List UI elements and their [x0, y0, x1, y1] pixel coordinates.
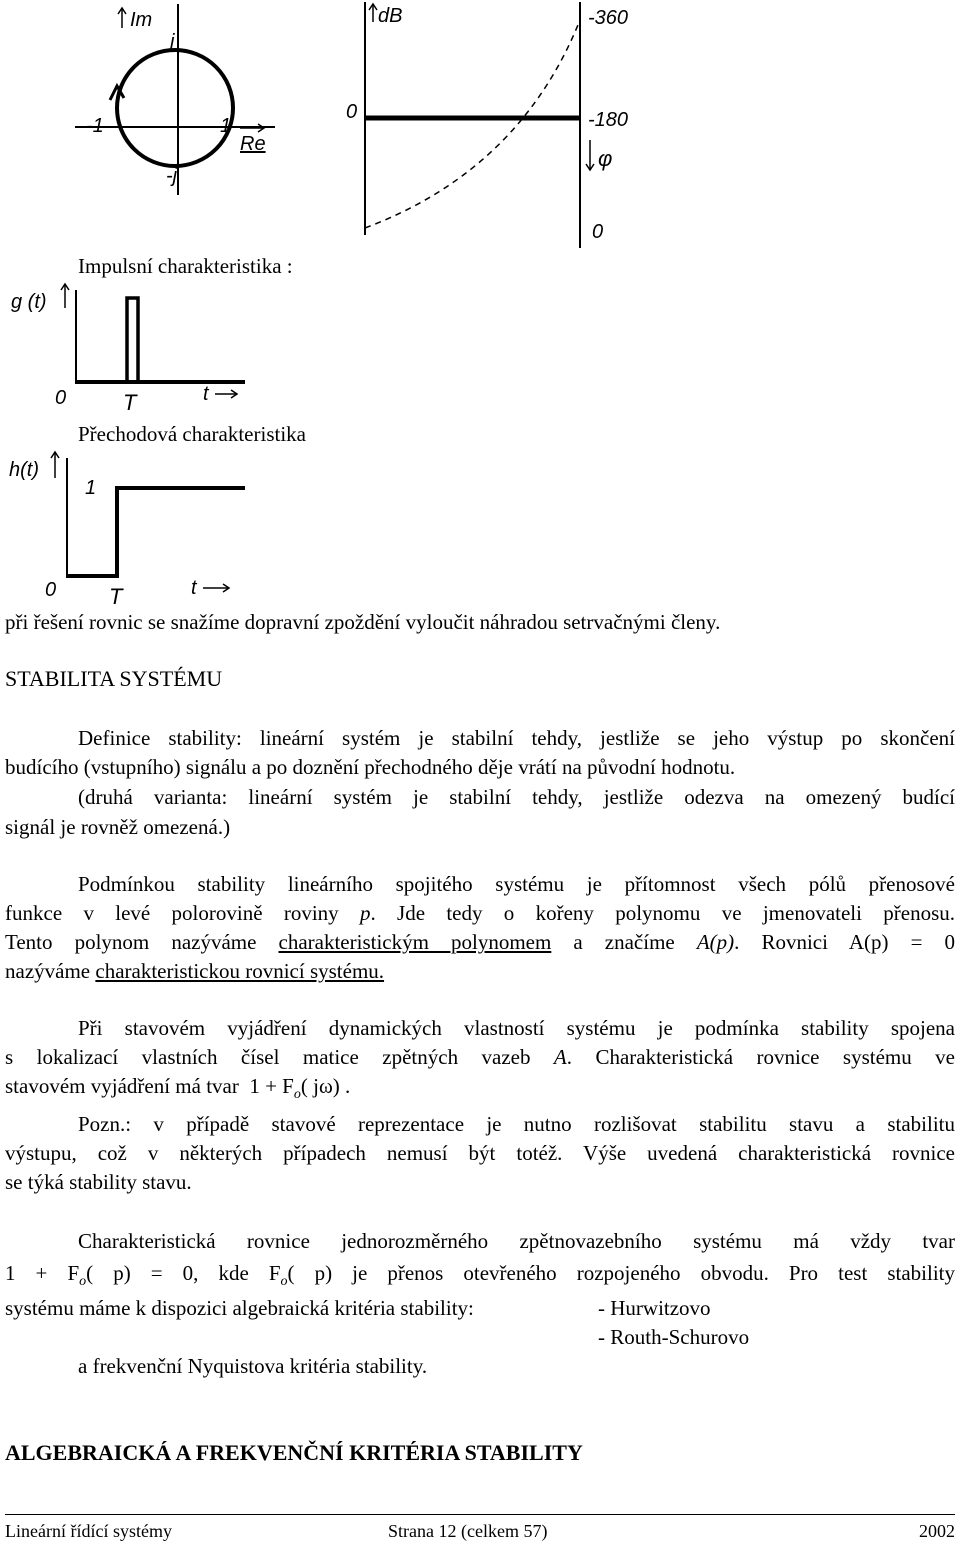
step-chart	[5, 448, 265, 612]
t-label: t	[191, 577, 197, 599]
j-label: j	[170, 31, 175, 53]
section-heading-stability: STABILITA SYSTÉMU	[5, 666, 223, 691]
state-line-1: Při stavovém vyjádření dynamických vlastností systému je podmínka stability spojena	[78, 1016, 955, 1040]
char-line-4: a frekvenční Nyquistova kritéria stability.	[78, 1354, 428, 1378]
minus-j-label: -j	[166, 165, 178, 187]
db-label: dB	[378, 5, 403, 27]
impulse-chart	[5, 280, 265, 420]
note-line-1: Pozn.: v případě stavové reprezentace je nutno rozlišovat stabilitu stavu a stabilitu	[78, 1112, 955, 1136]
one-label: 1	[220, 115, 232, 137]
definition-line-4: signál je rovněž omezená.)	[5, 815, 231, 839]
footer-right: 2002	[919, 1521, 955, 1541]
definition-line-3: (druhá varianta: lineární systém je stabilní tehdy, jestliže odezva na omezený budící	[78, 785, 955, 809]
re-label: Re	[240, 133, 266, 155]
condition-line-4: nazýváme charakteristickou rovnicí systému.	[5, 959, 385, 983]
condition-line-3: Tento polynom nazýváme charakteristickým polynomem a značíme A(p). Rovnici A(p) = 0	[5, 930, 955, 954]
criterion-hurwitz: - Hurwitzovo	[598, 1296, 711, 1320]
section-heading-algebraic: ALGEBRAICKÁ A FREKVENČNÍ KRITÉRIA STABILITY	[5, 1440, 583, 1465]
zero-right-label: 0	[592, 221, 604, 243]
zero-left-label: 0	[346, 101, 358, 123]
g-label: g (t)	[11, 291, 47, 313]
criterion-routh: - Routh-Schurovo	[598, 1325, 750, 1349]
zero-label: 0	[55, 387, 67, 409]
char-line-1: Charakteristická rovnice jednorozměrného zpětnovazebního systému má vždy tvar	[78, 1229, 955, 1253]
condition-line-1: Podmínkou stability lineárního spojitého systému je přítomnost všech pólů přenosové	[78, 872, 955, 896]
nyquist-diagram	[70, 0, 280, 200]
zero-label: 0	[45, 579, 57, 601]
state-line-2: s lokalizací vlastních čísel matice zpětných vazeb A. Charakteristická rovnice systému ve	[5, 1045, 955, 1069]
impulse-title: Impulsní charakteristika :	[78, 254, 293, 278]
note-line-3: se týká stability stavu.	[5, 1170, 192, 1194]
char-line-3: systému máme k dispozici algebraická kritéria stability:	[5, 1296, 474, 1320]
char-formula-b: F	[268, 1261, 281, 1285]
footer-center: Strana 12 (celkem 57)	[388, 1521, 548, 1541]
paragraph-elimination: při řešení rovnic se snažíme dopravní zpoždění vyloučit náhradou setrvačnými členy.	[5, 610, 721, 634]
minus360-label: -360	[588, 7, 629, 29]
state-formula: 1 + F	[249, 1074, 294, 1098]
definition-line-2: budícího (vstupního) signálu a po doznění přechodného děje vrátí na původní hodnotu.	[5, 755, 736, 779]
footer-rule	[5, 1514, 955, 1515]
definition-line-1: Definice stability: lineární systém je stabilní tehdy, jestliže se jeho výstup po skončení	[78, 726, 955, 750]
im-label: Im	[130, 9, 153, 31]
one-label: 1	[85, 477, 97, 499]
phi-label: φ	[598, 146, 613, 171]
T-label: T	[123, 390, 137, 415]
minus-one-label: -1	[86, 115, 104, 137]
bode-diagram	[340, 0, 650, 250]
footer-left: Lineární řídící systémy	[5, 1521, 172, 1541]
step-title: Přechodová charakteristika	[78, 422, 306, 446]
state-line-3: stavovém vyjádření má tvar $1 + F_o$( jω) .	[5, 1074, 351, 1103]
t-label: t	[203, 383, 209, 405]
note-line-2: výstupu, což v některých případech nemusí být totéž. Výše uvedená charakteristická rovnice	[5, 1141, 955, 1165]
char-line-2: $1 + F_o$( p) = 0, kde $F_o$( p) je přenos otevřeného rozpojeného obvodu. Pro test stability	[5, 1261, 955, 1290]
minus180-label: -180	[588, 109, 629, 131]
condition-line-2: funkce v levé polorovině roviny p. Jde tedy o kořeny polynomu ve jmenovateli přenosu.	[5, 901, 956, 925]
h-label: h(t)	[9, 459, 39, 481]
char-formula-a: 1 + F	[5, 1261, 80, 1285]
T-label: T	[109, 584, 123, 609]
